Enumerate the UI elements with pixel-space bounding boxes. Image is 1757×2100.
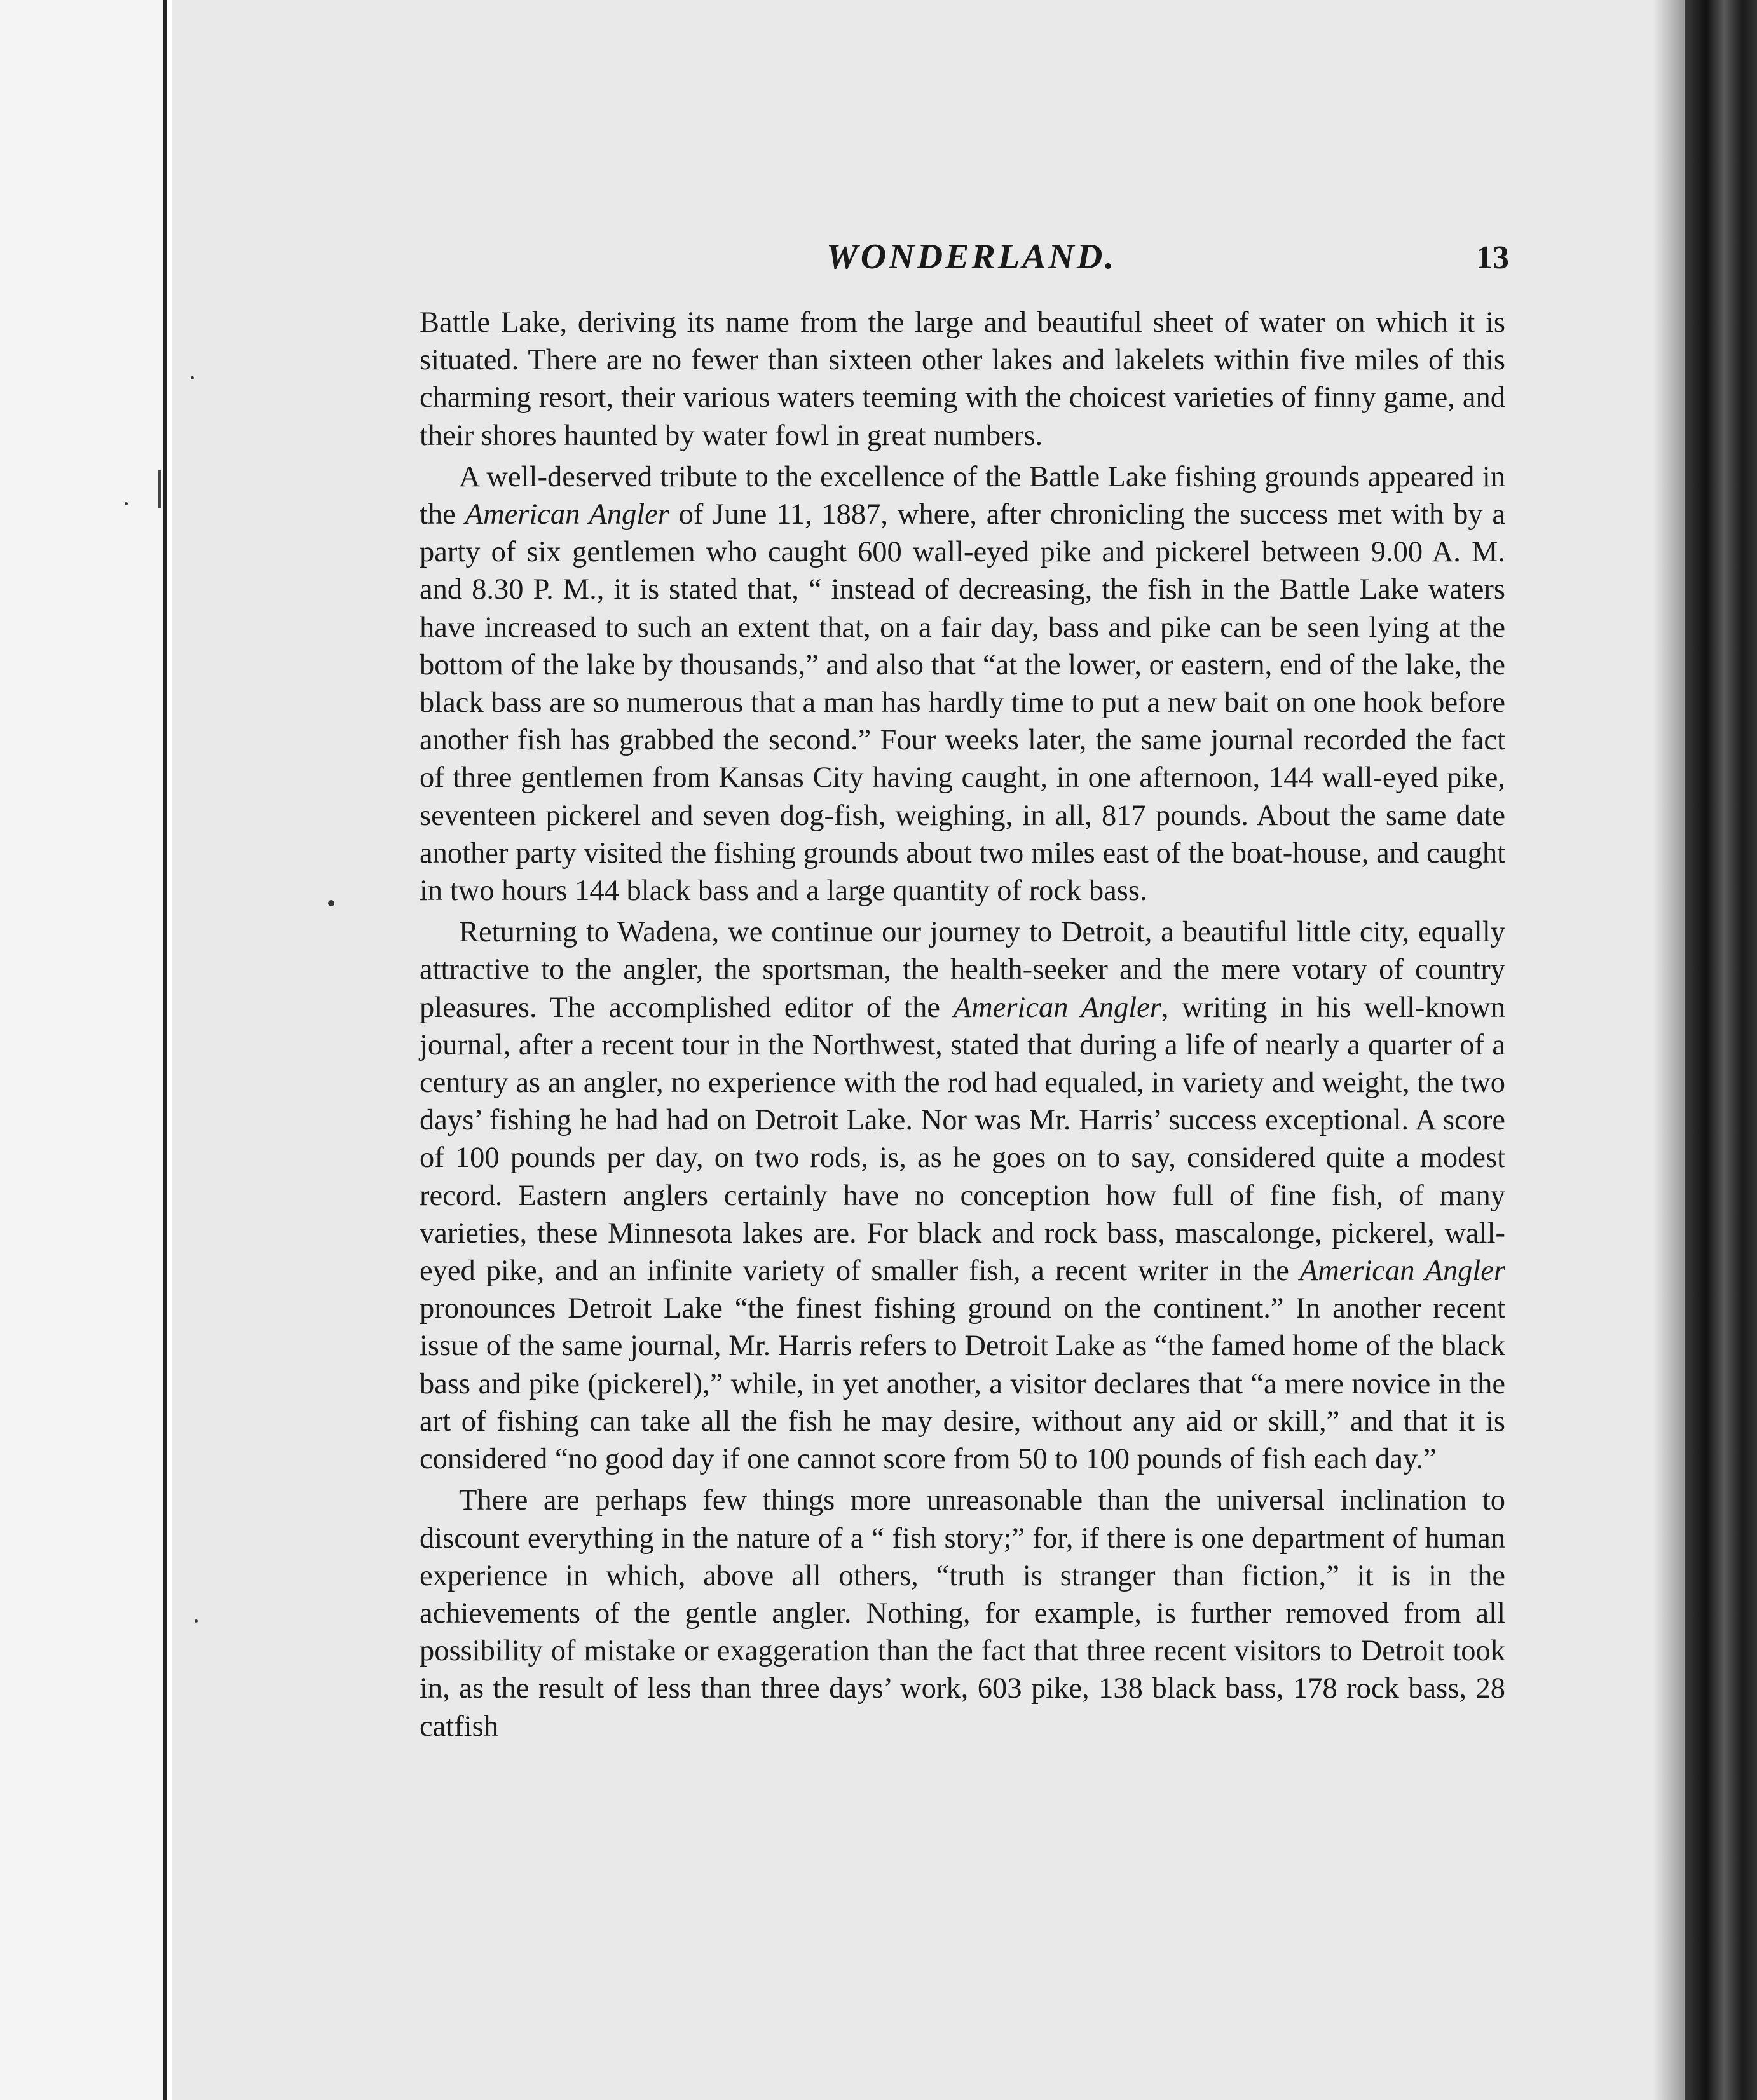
italic-title: American Angler [1299,1255,1505,1288]
margin-speck [328,900,334,906]
italic-title: American Angler [465,498,669,531]
gutter-line [163,0,167,2100]
text-run: pronounces Detroit Lake “the finest fishing ground on the continent.” In another recent issue of the same journal, Mr. Harris refers to Detroit Lake as “the famed home of the black bass and pike (pickerel),” while, in yet another, a visitor declares that “a mere novice in the art of fishing can take all the fish he may desire, without any aid or skill,” and that it is considered “no good day if one cannot score from 50 to 100 pounds of fish each day.” [420,1292,1505,1476]
text-run: of June 11, 1887, where, after chronicling the success met with by a party of six gentlemen who caught 600 wall-eyed pike and pickerel between 9.00 A. M. and 8.30 P. M., it is stated that, “ instead of decreasing, the fish in the Battle Lake waters have increased to such an extent that, on a fair day, bass and pike can be seen lying at the bottom of the lake by thousands,” and also that “at the lower, or eastern, end of the lake, the black bass are so numerous that a man has hardly time to put a new bait on one hook before another fish has grabbed the second.” Four weeks later, the same journal recorded the fact of three gentlemen from Kansas City having caught, in one afternoon, 144 wall-eyed pike, seventeen pickerel and seven dog-fish, weighing, in all, 817 pounds. About the same date another party visited the fishing grounds about two miles east of the boat-house, and caught in two hours 144 black bass and a large quantity of rock bass. [420,498,1505,908]
text-run: A well-deserved tribute to the excellence of the Battle Lake fishing grounds appeared in the [420,460,1505,531]
italic-title: American Angler [953,991,1161,1024]
text-run: Returning to Wadena, we continue our journey to Detroit, a beautiful little city, equally attractive to the angler, the sportsman, the health-seeker and the mere votary of country pleasures. The accomplished editor of the [420,916,1505,1024]
text-run: , writing in his well-known journal, after a recent tour in the Northwest, stated that during a life of nearly a quarter of a century as an angler, no experience with the rod had equaled, in variety and weight, the two days’ fishing he had had on Detroit Lake. Nor was Mr. Harris’ success exceptional. A score of 100 pounds per day, on two rods, is, as he goes on to say, considered quite a modest record. Eastern anglers certainly have no conception how full of fine fish, of many varieties, these Minnesota lakes are. For black and rock bass, mascalonge, pickerel, wall-eyed pike, and an infinite variety of smaller fish, a recent writer in the [420,991,1505,1288]
text-run: There are perhaps few things more unreasonable than the universal inclination to discount everything in the nature of a “ fish story;” for, if there is one department of human experience in which, above all others, “truth is stranger than fiction,” it is in the achievements of the gentle angler. Nothing, for example, is further removed from all possibility of mistake or exaggeration than the fact that three recent visitors to Detroit took in, as the result of less than three days’ work, 603 pike, 138 black bass, 178 rock bass, 28 catfish [420,1484,1505,1743]
margin-speck [195,1619,198,1623]
margin-speck [125,502,128,505]
paragraph-1 [420,304,1505,454]
book-spine [1685,0,1757,2100]
text-run: Battle Lake, deriving its name from the large and beautiful sheet of water on which it is situated. There are no fewer than sixteen other lakes and lakelets within five miles of this charming resort, their various waters teeming with the choicest varieties of finny game, and their shores haunted by water fowl in great numbers. [420,306,1505,452]
paragraph-4 [420,1482,1505,1745]
left-facing-page [0,0,167,2100]
running-title: WONDERLAND. [826,237,1117,276]
page-edge-mark [158,470,161,508]
paragraph-3 [420,913,1505,1478]
body-text [420,304,1505,1745]
page-header [407,236,1513,287]
page-number: 13 [1476,240,1509,276]
spine-shadow [1653,0,1685,2100]
margin-speck [191,376,194,379]
paragraph-2 [420,458,1505,910]
